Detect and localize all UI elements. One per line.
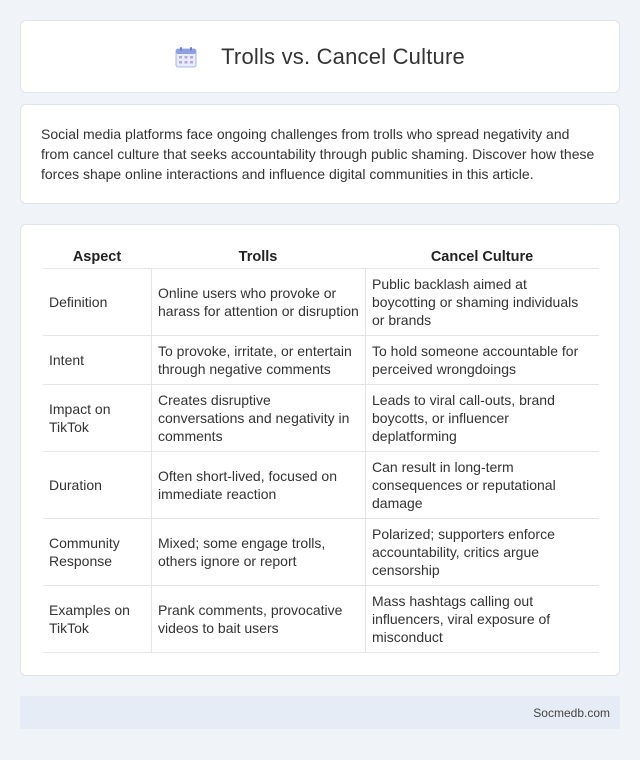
- cell-trolls: Often short-lived, focused on immediate reaction: [151, 452, 365, 519]
- cell-trolls: Creates disruptive conversations and negativity in comments: [151, 385, 365, 452]
- intro-paragraph: Social media platforms face ongoing challenges from trolls who spread negativity and from cancel culture that seeks accountability through public shaming. Discover how these forces shape online interactions and influence digital communities in this article.: [41, 126, 595, 182]
- cell-cancel: Public backlash aimed at boycotting or shaming individuals or brands: [365, 269, 599, 336]
- cell-cancel: Polarized; supporters enforce accountability, critics argue censorship: [365, 519, 599, 586]
- cell-trolls: To provoke, irritate, or entertain through negative comments: [151, 336, 365, 385]
- comparison-card: [20, 224, 620, 676]
- footer: [20, 696, 620, 729]
- cell-aspect: Examples on TikTok: [43, 586, 151, 653]
- footer-site-name: Socmedb.com: [533, 705, 610, 720]
- table-row: [43, 385, 599, 452]
- cell-trolls: Online users who provoke or harass for attention or disruption: [151, 269, 365, 336]
- cell-trolls: Mixed; some engage trolls, others ignore or report: [151, 519, 365, 586]
- cell-cancel: To hold someone accountable for perceived wrongdoings: [365, 336, 599, 385]
- header-trolls: Trolls: [151, 242, 365, 269]
- table-row: [43, 269, 599, 336]
- cell-cancel: Mass hashtags calling out influencers, viral exposure of misconduct: [365, 586, 599, 653]
- cell-cancel: Leads to viral call-outs, brand boycotts, or influencer deplatforming: [365, 385, 599, 452]
- comparison-table: [43, 242, 599, 653]
- calendar-icon: [175, 46, 197, 68]
- table-row: [43, 519, 599, 586]
- page-title: Trolls vs. Cancel Culture: [221, 43, 465, 69]
- cell-aspect: Intent: [43, 336, 151, 385]
- cell-aspect: Impact on TikTok: [43, 385, 151, 452]
- table-row: [43, 336, 599, 385]
- table-row: [43, 452, 599, 519]
- table-header-row: [43, 242, 599, 269]
- header-aspect: Aspect: [43, 242, 151, 269]
- cell-aspect: Duration: [43, 452, 151, 519]
- cell-cancel: Can result in long-term consequences or reputational damage: [365, 452, 599, 519]
- title-card: [20, 20, 620, 93]
- cell-aspect: Definition: [43, 269, 151, 336]
- cell-aspect: Community Response: [43, 519, 151, 586]
- header-cancel-culture: Cancel Culture: [365, 242, 599, 269]
- intro-card: [20, 104, 620, 204]
- cell-trolls: Prank comments, provocative videos to bait users: [151, 586, 365, 653]
- table-row: [43, 586, 599, 653]
